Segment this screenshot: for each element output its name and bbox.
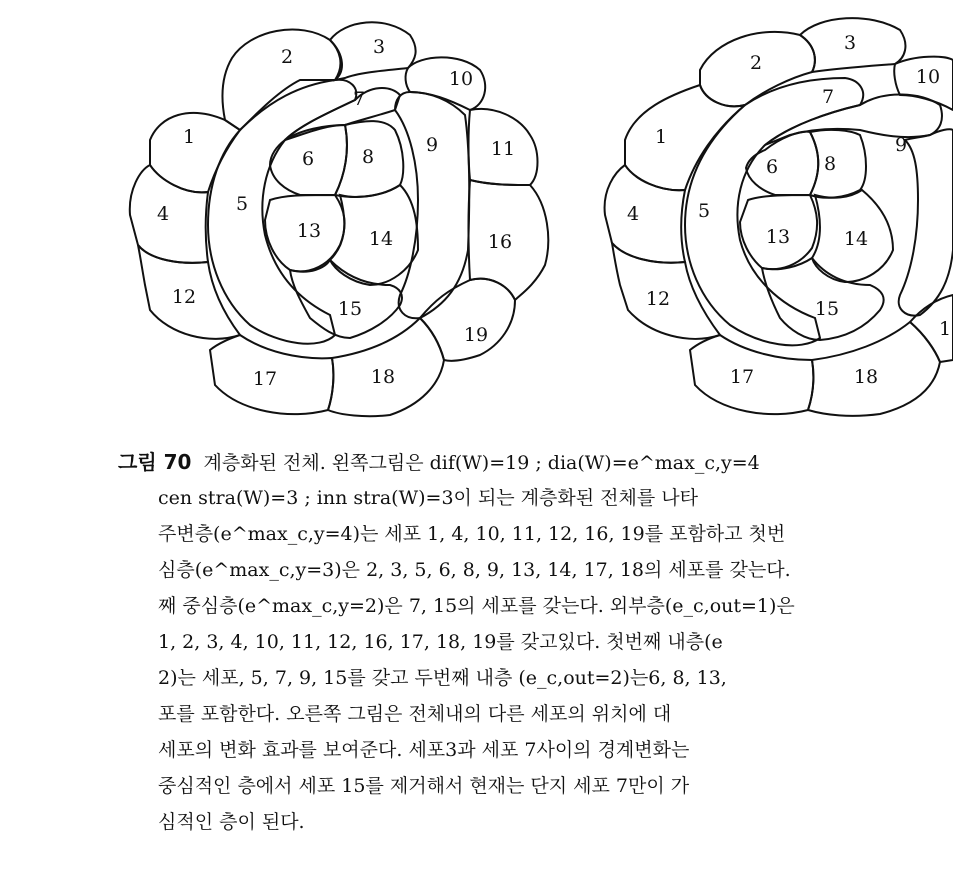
figure-70 [0,0,953,430]
left-label-1: 1 [182,126,196,148]
right-cell-1 [625,85,745,190]
caption-line-11: 심적인 층이 된다. [158,811,305,833]
left-cell-9 [395,92,469,318]
left-label-4: 4 [156,203,170,225]
caption-line-6: 1, 2, 3, 4, 10, 11, 12, 16, 17, 18, 19를 갖고있다. 첫번째 내층(e [158,631,723,653]
left-label-9: 9 [425,134,439,156]
right-label-8: 8 [823,153,837,175]
right-label-15: 15 [814,298,840,320]
right-label-4: 4 [626,203,640,225]
left-cell-19 [420,279,515,361]
right-label-19-partial: 1 [938,318,952,340]
caption-line-4: 심층(e^max_c,y=3)은 2, 3, 5, 6, 8, 9, 13, 14, 17, 18의 세포를 갖는다. [158,559,791,581]
right-label-14: 14 [843,228,869,250]
left-label-5: 5 [235,193,249,215]
left-label-11: 11 [490,138,516,160]
caption-text-1: 계층화된 전체. 왼쪽그림은 dif(W)=19 ; dia(W)=e^max_c,y=4 [203,452,760,474]
right-label-18: 18 [853,366,879,388]
left-label-12: 12 [171,286,197,308]
right-label-17: 17 [729,366,755,388]
right-label-7: 7 [821,86,835,108]
caption-line-9: 세포의 변화 효과를 보여준다. 세포3과 세포 7사이의 경계변화는 [158,739,690,761]
right-label-1: 1 [654,126,668,148]
left-label-14: 14 [368,228,394,250]
caption-line-7: 2)는 세포, 5, 7, 9, 15를 갖고 두번째 내층 (e_c,out=2)는6, 8, 13, [158,667,727,689]
left-label-19: 19 [463,324,489,346]
left-label-17: 17 [252,368,278,390]
left-cell-diagram [130,22,548,416]
caption-line-10: 중심적인 층에서 세포 15를 제거해서 현재는 단지 세포 7만이 가 [158,775,690,797]
left-label-16: 16 [487,231,513,253]
left-cell-labels [157,36,515,390]
right-label-13: 13 [765,226,791,248]
left-label-3: 3 [372,36,386,58]
right-label-9: 9 [894,134,908,156]
right-label-12: 12 [645,288,671,310]
left-cell-10 [406,57,486,110]
figure-label: 그림 70 [118,450,192,474]
left-label-10: 10 [448,68,474,90]
left-label-2: 2 [280,46,294,68]
right-cell-8 [810,130,866,198]
left-label-6: 6 [301,148,315,170]
right-cell-9 [899,129,953,315]
caption-line-2: cen stra(W)=3 ; inn stra(W)=3이 되는 계층화된 전체를 나타 [158,487,698,509]
right-label-2: 2 [749,52,763,74]
left-label-18: 18 [370,366,396,388]
right-label-6: 6 [765,156,779,178]
right-label-5: 5 [697,200,711,222]
caption-line-3: 주변층(e^max_c,y=4)는 세포 1, 4, 10, 11, 12, 16, 19를 포함하고 첫번 [158,523,786,545]
right-cell-6 [746,132,818,195]
left-cell-5 [208,80,356,344]
right-label-3: 3 [843,32,857,54]
right-cell-diagram [605,18,953,416]
caption-line-1 [118,445,760,480]
left-label-13: 13 [296,220,322,242]
left-label-8: 8 [361,146,375,168]
caption-line-8: 포를 포함한다. 오른쪽 그림은 전체내의 다른 세포의 위치에 대 [158,703,672,725]
left-label-15: 15 [337,298,363,320]
cell-diagrams [0,0,953,430]
caption-line-5: 째 중심층(e^max_c,y=2)은 7, 15의 세포를 갖는다. 외부층(e_c,out=1)은 [158,595,795,617]
left-cell-1 [150,113,240,192]
left-label-7: 7 [352,88,366,110]
right-label-10: 10 [915,66,941,88]
